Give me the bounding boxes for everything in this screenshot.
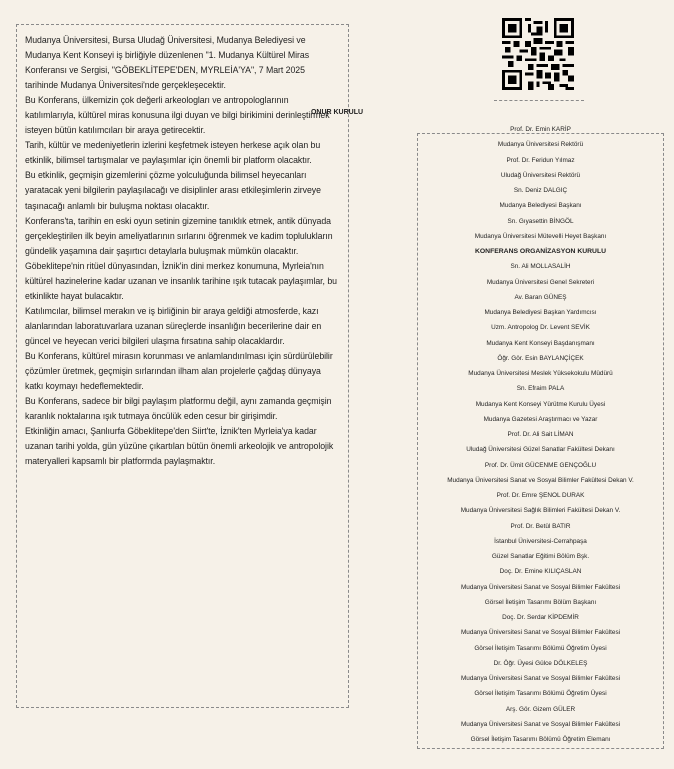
intro-paragraph: Bu etkinlik, geçmişin gizemlerini çözme yolculuğunda bilimsel heyecanları yaratacak yeni bilgilerin paylaşılacağı ve disiplinler arası etkileşimlerin zirveye taşınacağı anlamlı bir buluşma noktası olacaktır. (25, 170, 321, 211)
committee-line: Mudanya Üniversitesi Sanat ve Sosyal Bilimler Fakültesi (460, 629, 621, 637)
committee-line: Uludağ Üniversitesi Rektörü (500, 171, 581, 179)
committee-line: Görsel İletişim Tasarımı Bölümü Öğretim Elemanı (470, 736, 611, 743)
committee-line: Prof. Dr. Emin KARİP (510, 126, 571, 133)
intro-paragraph: Tarih, kültür ve medeniyetlerin izlerini keşfetmek isteyen herkese açık olan bu etkinlik, bilimsel tartışmalar ve paylaşımlar için önemli bir platform olacaktır. (25, 140, 321, 166)
committee-line: Mudanya Üniversitesi Sağlık Bilimleri Fakültesi Dekan V. (460, 507, 621, 515)
committee-line: Mudanya Gazetesi Araştırmacı ve Yazar (483, 415, 598, 423)
committee-line: Prof. Dr. Ümit GÜCENME GENÇOĞLU (484, 461, 597, 469)
committee-line: Mudanya Belediyesi Başkan Yardımcısı (484, 309, 597, 316)
committee-line: Mudanya Üniversitesi Mütevelli Heyet Başkanı (474, 232, 607, 240)
onur-kurulu-title: ONUR KURULU (310, 109, 364, 116)
committee-line: Mudanya Kent Konseyi Yürütme Kurulu Üyesi (475, 400, 606, 408)
committee-line: Mudanya Üniversitesi Sanat ve Sosyal Bilimler Fakültesi (460, 583, 621, 591)
intro-text-box (16, 24, 349, 708)
intro-paragraph: Bu Konferans, ülkemizin çok değerli arkeologları ve antropologlarının katılımlarıyla, kültürel miras konusuna ilgi duyan ve bilgi birikimini derinleştirmek isteyen bütün katılımcıları bir araya getirecektir. (25, 95, 330, 136)
committee-line: Mudanya Üniversitesi Rektörü (497, 141, 584, 149)
committee-line: Prof. Dr. Emre ŞENOL DURAK (496, 492, 585, 499)
committee-line: Doç. Dr. Emine KILIÇASLAN (499, 568, 582, 576)
committee-line: Sn. Gıyasettin BİNGÖL (507, 217, 574, 225)
committee-line: Görsel İletişim Tasarımı Bölümü Öğretim Üyesi (474, 644, 607, 652)
committee-line: Mudanya Üniversitesi Genel Sekreteri (486, 278, 595, 286)
committee-line: Av. Baran GÜNEŞ (514, 293, 567, 301)
intro-paragraph: Bu Konferans, sadece bir bilgi paylaşım platformu değil, aynı zamanda geçmişin karanlık noktalarına ışık tutmaya öncülük eden cesur bir girişimdir. (25, 396, 332, 422)
intro-paragraph: Katılımcılar, bilimsel merakın ve iş birliğinin bir araya geldiği atmosferde, kazı alanlarından laboratuvarlara uzanan süreçlerde insanlığın becerilerine dair en güncel ve heyecan verici bilgileri ulaşma fırsatına sahip olacaklardır. (25, 305, 322, 346)
committee-line: Uludağ Üniversitesi Güzel Sanatlar Fakültesi Dekanı (466, 446, 615, 454)
committee-line: Görsel İletişim Tasarımı Bölüm Başkanı (484, 598, 597, 606)
committee-line: Arş. Gör. Gizem GÜLER (505, 705, 576, 713)
committee-line: İstanbul Üniversitesi-Cerrahpaşa (494, 537, 587, 545)
intro-paragraph: Konferans'ta, tarihin en eski oyun setinin gizemine tanıklık etmek, antik dünyada gerçekleştirilen ilk beyin ameliyatlarının sırlarını öğrenmek ve kadim toplulukların gündelik yaşamına dair şaşırtıcı detaylarla buluşmak mümkün olacaktır. (25, 215, 333, 256)
committee-line: Mudanya Üniversitesi Sanat ve Sosyal Bilimler Fakültesi Dekan V. (447, 476, 634, 484)
committee-line: Öğr. Gör. Esin BAYLANÇİÇEK (497, 354, 584, 362)
committee-line: Prof. Dr. Ali Sait LİMAN (507, 431, 574, 438)
committee-line: Prof. Dr. Feridun Yılmaz (506, 156, 575, 164)
committee-section-title: KONFERANS ORGANİZASYON KURULU (474, 248, 607, 255)
qr-divider (494, 100, 584, 101)
committee-line: Mudanya Üniversitesi Meslek Yüksekokulu Müdürü (468, 370, 613, 377)
committee-line: Mudanya Üniversitesi Sanat ve Sosyal Bilimler Fakültesi (460, 720, 621, 728)
committee-line: Mudanya Üniversitesi Sanat ve Sosyal Bilimler Fakültesi (460, 675, 621, 682)
committee-line: Dr. Öğr. Üyesi Gülce DÖLKELEŞ (493, 659, 588, 667)
qr-code-icon (502, 18, 574, 90)
intro-paragraphs (25, 33, 340, 469)
intro-paragraph: Etkinliğin amacı, Şanlıurfa Göbeklitepe'den Siirt'te, İznik'ten Myrleia'ya kadar uzanan tarihi yolda, gün yüzüne çıkartılan bütün önemli arkeolojik ve antropolojik materyalleri kapsamlı bir platformda paylaşmaktır. (25, 426, 334, 467)
committee-line: Doç. Dr. Serdar KİPDEMİR (502, 614, 579, 621)
committee-line: Uzm. Antropolog Dr. Levent SEVİK (491, 324, 590, 332)
committee-line: Güzel Sanatlar Eğitimi Bölüm Bşk. (491, 553, 590, 560)
committee-line: Sn. Efraim PALA (516, 385, 565, 393)
committee-line: Görsel İletişim Tasarımı Bölümü Öğretim Üyesi (474, 690, 607, 698)
committee-line: Sn. Deniz DALGIÇ (513, 187, 568, 194)
intro-paragraph: Göbeklitepe'nin ritüel dünyasından, İznik'in dini merkez konumuna, Myrleia'nın kültürel hazinelerine kadar uzanan ve insanlık tarihine ışık tutacak paylaşımlar, bu etkinlikte hayat bulacaktır. (25, 260, 337, 301)
committee-line: Mudanya Kent Konseyi Başdanışmanı (486, 339, 595, 347)
intro-paragraph: Bu Konferans, kültürel mirasın korunması ve anlamlandırılması için sürdürülebilir çözümler üretmek, geçmişin sırlarından ilham alan projelerle çağdaş dünyaya katkı koymayı hedeflemektedir. (25, 350, 333, 392)
committee-line: Mudanya Belediyesi Başkanı (499, 202, 582, 210)
committee-line: Sn. Ali MOLLASALİH (510, 263, 571, 271)
intro-paragraph: Mudanya Üniversitesi, Bursa Uludağ Üniversitesi, Mudanya Belediyesi ve Mudanya Kent Konseyi iş birliğiyle düzenlenen "1. Mudanya Kültürel Miras Konferansı ve Sergisi, "GÖBEKLİTEPE'DEN, MYRLEİA'YA", 7 Mart 2025 tarihinde Mudanya Üniversitesi'nde gerçekleşecektir. (25, 35, 310, 91)
committee-list (417, 122, 664, 747)
committee-line: Prof. Dr. Betül BATIR (510, 522, 571, 530)
